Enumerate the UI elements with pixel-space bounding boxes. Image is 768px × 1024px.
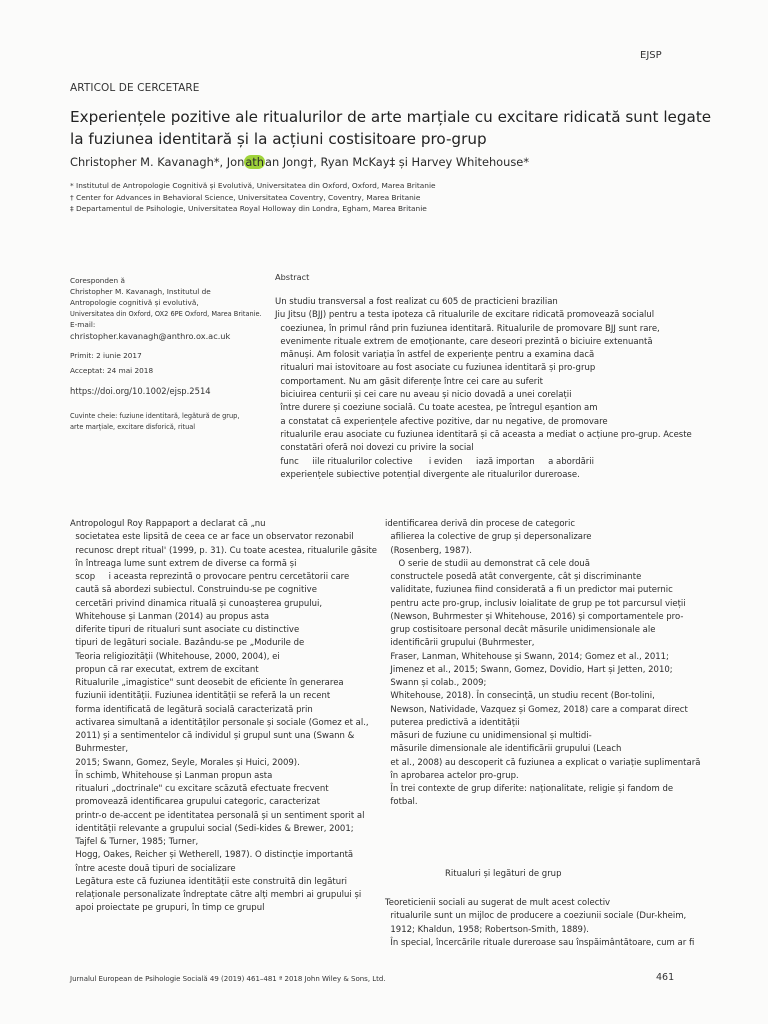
text-line: Hogg, Oakes, Reicher și Wetherell, 1987). O distincție importantă <box>70 850 354 861</box>
text-line: Antropologul Roy Rappaport a declarat că „nu <box>70 519 266 529</box>
affiliation: * Institutul de Antropologie Cognitivă și Evolutivă, Universitatea din Oxford, Oxford, Marea Britanie <box>70 181 436 190</box>
abstract-line: Jiu Jitsu (BJJ) pentru a testa ipoteza că ritualurile de excitare ridicată promovează socialul <box>275 310 655 321</box>
text-line: propun că rar executat, extrem de excitant <box>70 664 259 675</box>
email-link[interactable]: christopher.kavanagh@anthro.ox.ac.uk <box>70 330 231 341</box>
text-line: identificarea derivă din procese de categoric <box>385 519 576 529</box>
abstract-line: între durere și coeziune socială. Cu toate acestea, pe întregul eșantion am <box>275 403 598 414</box>
email-label: E-mail: <box>70 319 96 329</box>
text-line: Tajfel & Turner, 1985; Turner, <box>70 837 199 847</box>
correspondence-name: Christopher M. Kavanagh, Institutul de <box>70 286 211 296</box>
abstract-line: func iile ritualurilor colective i eviden iază importan a abordării <box>275 456 595 467</box>
text-line: Teoreticienii sociali au sugerat de mult acest colectiv <box>385 898 611 908</box>
text-line: constructele posedă atât convergente, cât și discriminante <box>385 572 642 582</box>
text-line: identității relevante a grupului social (Sedi-kides & Brewer, 2001; <box>70 823 354 834</box>
abstract-line: ritualuri mai istovitoare au fost asociate cu fuziunea identitară și pro-grup <box>275 363 596 374</box>
text-line: printr-o de-accent pe identitatea personală și un sentiment sporit al <box>70 810 365 821</box>
text-line: activarea simultană a identităților personale și sociale (Gomez et al., <box>70 717 369 728</box>
title-line: la fuziunea identitară și la acțiuni costisitoare pro-grup <box>70 130 487 148</box>
text-line: et al., 2008) au descoperit că fuziunea a explicat o variație suplimentară <box>385 757 701 768</box>
text-line: 2011) și a sentimentelor că individul și grupul sunt una (Swann & <box>70 731 355 741</box>
authors-text: Christopher M. Kavanagh*, Jon <box>70 155 245 169</box>
text-line: Teoria religiozității (Whitehouse, 2000, 2004), ei <box>70 651 280 662</box>
text-line: identificării grupului (Buhrmester, <box>385 638 535 649</box>
text-line: (Rosenberg, 1987). <box>385 545 472 556</box>
text-line: Whitehouse și Lanman (2014) au propus asta <box>70 611 270 622</box>
text-line: Ritualurile „imagistice" sunt deosebit de eficiente în generarea <box>70 678 344 688</box>
body-column-right <box>385 518 701 810</box>
abstract-line: comportament. Nu am găsit diferențe între cei care au suferit <box>275 376 543 387</box>
abstract-line: Un studiu transversal a fost realizat cu 605 de practicieni brazilian <box>275 297 558 307</box>
text-line: Fraser, Lanman, Whitehouse și Swann, 2014; Gomez et al., 2011; <box>385 651 669 662</box>
text-line: promovează identificarea grupului categoric, caracterizat <box>70 797 320 808</box>
text-line: ritualurile sunt un mijloc de producere a coeziunii sociale (Dur-kheim, <box>385 911 687 922</box>
journal-tag: EJSP <box>640 50 662 61</box>
abstract-line: ritualurile erau asociate cu fuziunea identitară și că aceasta a mediat o acțiune pro-grup. Aceste <box>275 429 692 440</box>
text-line: Swann și colab., 2009; <box>385 678 487 688</box>
text-line: tipuri de legături sociale. Bazându-se pe „Modurile de <box>70 638 305 649</box>
article-info-sidebar <box>70 276 270 433</box>
text-line: 1912; Khaldun, 1958; Robertson-Smith, 1889). <box>385 924 589 935</box>
abstract-line: a constatat că experiențele afective pozitive, dar nu negative, de promovare <box>275 416 608 427</box>
body-column-left <box>70 518 378 916</box>
footer-citation: Jurnalul European de Psihologie Socială 49 (2019) 461–481 ª 2018 John Wiley & Sons, Ltd. <box>70 975 386 983</box>
text-line: ritualuri „doctrinale" cu excitare scăzută efectuate frecvent <box>70 784 329 794</box>
abstract-line: evenimente rituale extrem de emoționante, care deseori prezintă o biciuire extenuantă <box>275 336 653 347</box>
affiliation: ‡ Departamentul de Psihologie, Universitatea Royal Holloway din Londra, Egham, Marea Britanie <box>70 204 427 213</box>
text-line: Newson, Natividade, Vazquez și Gomez, 2018) care a comparat direct <box>385 704 688 715</box>
keywords: Cuvinte cheie: fuziune identitară, legătură de grup, <box>70 412 240 421</box>
title-line: Experiențele pozitive ale ritualurilor de arte marțiale cu excitare ridicată sunt legate <box>70 108 712 126</box>
authors-text: an Jong†, Ryan McKay‡ și Harvey Whitehouse* <box>265 155 530 169</box>
abstract-line: experiențele subiective potențial divergente ale ritualurilor dureroase. <box>275 469 580 480</box>
text-line: scop i aceasta reprezintă o provocare pentru cercetătorii care <box>70 572 350 582</box>
body-column-right <box>385 897 695 950</box>
abstract-text <box>275 296 695 482</box>
text-line: cercetări privind dinamica rituală și cunoașterea grupului, <box>70 598 323 609</box>
text-line: Legătura este că fuziunea identității este construită din legături <box>70 876 347 887</box>
text-line: În special, încercările rituale dureroase sau înspăimântătoare, cum ar fi <box>385 937 695 948</box>
keywords: arte marțiale, excitare disforică, ritual <box>70 423 196 432</box>
abstract-line: biciuirea centurii și cei care nu aveau și nicio dovadă a unei corelații <box>275 390 572 401</box>
page-number: 461 <box>656 972 675 983</box>
text-line: pentru acte pro-grup, inclusiv loialitate de grup pe tot parcursul vieții <box>385 598 686 609</box>
text-line: caută să abordezi subiectul. Construindu-se pe cognitive <box>70 585 317 596</box>
author-list <box>70 155 529 169</box>
abstract-line: coeziunea, în primul rând prin fuziunea identitară. Ritualurile de promovare BJJ sunt rare, <box>275 323 660 334</box>
article-type: ARTICOL DE CERCETARE <box>70 82 200 94</box>
text-line: în aprobarea actelor pro-grup. <box>385 770 519 781</box>
text-line: În trei contexte de grup diferite: naționalitate, religie și fandom de <box>385 784 674 794</box>
text-line: 2015; Swann, Gomez, Seyle, Morales și Huici, 2009). <box>70 757 300 768</box>
text-line: afilierea la colective de grup și depersonalizare <box>385 532 592 543</box>
abstract-heading: Abstract <box>275 272 310 282</box>
text-line: măsurile dimensionale ale identificării grupului (Leach <box>385 744 622 755</box>
text-line: relaționale personalizate îndreptate către alți membri ai grupului și <box>70 890 362 900</box>
text-line: măsuri de fuziune cu unidimensional și multidi- <box>385 731 592 741</box>
correspondence-label: Coresponden ă <box>70 276 125 285</box>
affiliations <box>70 180 436 215</box>
correspondence-institution: Antropologie cognitivă și evolutivă, <box>70 297 199 307</box>
text-line: fotbal. <box>385 797 418 808</box>
text-line: O serie de studii au demonstrat că cele două <box>385 558 590 569</box>
text-line: Buhrmester, <box>70 744 129 755</box>
text-line: Jimenez et al., 2015; Swann, Gomez, Dovidio, Hart și Jetten, 2010; <box>385 664 673 675</box>
abstract-line: mănuși. Am folosit variația în astfel de experiențe pentru a examina dacă <box>275 350 595 361</box>
accepted-date: Acceptat: 24 mai 2018 <box>70 366 154 376</box>
text-line: fuziunii identității. Fuziunea identității se referă la un recent <box>70 691 331 702</box>
correspondence-address: Universitatea din Oxford, OX2 6PE Oxford, Marea Britanie. <box>70 309 262 318</box>
text-line: diferite tipuri de ritualuri sunt asociate cu distinctive <box>70 625 300 635</box>
text-line: apoi proiectate pe grupuri, în timp ce grupul <box>70 903 265 914</box>
received-date: Primit: 2 iunie 2017 <box>70 351 142 361</box>
text-line: (Newson, Buhrmester și Whitehouse, 2016) și comportamentele pro- <box>385 611 684 622</box>
text-line: recunosc drept ritual' (1999, p. 31). Cu toate acestea, ritualurile găsite <box>70 545 378 556</box>
text-line: puterea predictivă a identității <box>385 717 520 728</box>
text-line: În schimb, Whitehouse și Lanman propun asta <box>70 770 273 781</box>
text-line: validitate, fuziunea fiind considerată a fi un predictor mai puternic <box>385 585 673 596</box>
abstract-line: constatări oferă noi dovezi cu privire la social <box>275 443 474 454</box>
text-line: Whitehouse, 2018). În consecință, un studiu recent (Bor-tolini, <box>385 691 655 702</box>
doi-link[interactable]: https://doi.org/10.1002/ejsp.2514 <box>70 386 211 397</box>
text-line: în întreaga lume sunt extrem de diverse ca formă și <box>70 558 297 569</box>
article-title <box>70 106 710 150</box>
section-heading: Ritualuri și legături de grup <box>445 869 562 879</box>
text-line: între aceste două tipuri de socializare <box>70 863 236 874</box>
text-line: forma identificată de legătură socială caracterizată prin <box>70 704 313 715</box>
text-line: grup costisitoare personal decât măsurile unidimensionale ale <box>385 625 656 635</box>
text-line: societatea este lipsită de ceea ce ar face un observator rezonabil <box>70 532 354 543</box>
affiliation: † Center for Advances in Behavioral Science, Universitatea Coventry, Coventry, Marea Britanie <box>70 192 421 202</box>
highlighted-text: ath <box>245 155 264 169</box>
